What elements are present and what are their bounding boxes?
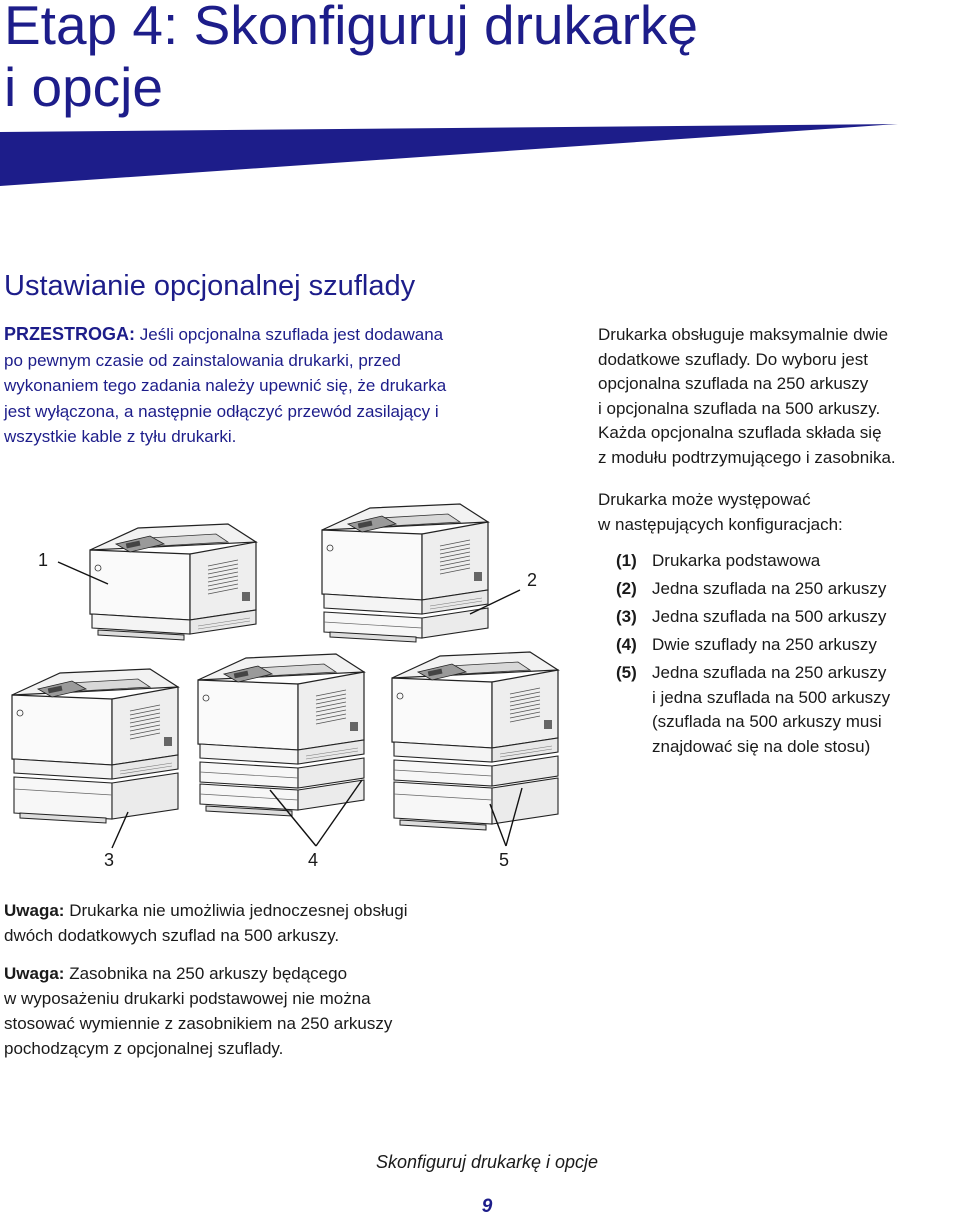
page-title-line-2: i opcje — [4, 56, 163, 118]
config-item-1 — [616, 549, 960, 574]
title-banner — [0, 124, 900, 186]
configs-intro: Drukarka może występować w następujących konfiguracjach: — [598, 490, 843, 534]
printer-config-5 — [392, 652, 558, 830]
caution-note — [4, 322, 464, 450]
config-item-number: (4) — [616, 635, 637, 654]
printer-configurations-figure — [0, 500, 560, 890]
page-title-line-1: Etap 4: Skonfiguruj drukarkę — [4, 0, 698, 56]
note-1 — [4, 898, 524, 948]
page-number: 9 — [481, 1196, 493, 1217]
printer-config-2 — [322, 504, 488, 642]
config-item-number: (3) — [616, 607, 637, 626]
section-title: Ustawianie opcjonalnej szuflady — [4, 270, 416, 302]
config-item-text: Jedna szuflada na 500 arkuszy — [652, 607, 887, 626]
printer-config-3 — [12, 669, 178, 823]
caution-text: Jeśli opcjonalna szuflada jest dodawana po pewnym czasie od zainstalowania drukarki, przed wykonaniem tego zadania należy upewnić się, że drukarka jest wyłączona, a następnie odłączyć przewód zasilający i wszystkie kable z tyłu drukarki. — [4, 325, 447, 446]
config-item-text: Jedna szuflada na 250 arkuszy i jedna szuflada na 500 arkuszy (szuflada na 500 arkuszy musi znajdować się na dole stosu) — [652, 663, 891, 756]
callout-label-5: 5 — [499, 850, 510, 870]
config-item-4 — [616, 633, 960, 658]
config-item-5 — [616, 661, 960, 759]
callout-label-3: 3 — [104, 850, 115, 870]
config-item-text: Drukarka podstawowa — [652, 551, 821, 570]
config-item-number: (2) — [616, 579, 637, 598]
callout-label-4: 4 — [308, 850, 319, 870]
note-label: Uwaga: — [4, 964, 65, 983]
config-item-3 — [616, 605, 960, 630]
note-label: Uwaga: — [4, 901, 65, 920]
config-item-number: (1) — [616, 551, 637, 570]
notes — [4, 898, 524, 1074]
note-2 — [4, 961, 524, 1061]
note-text: Drukarka nie umożliwia jednoczesnej obsługi dwóch dodatkowych szuflad na 500 arkuszy. — [4, 901, 408, 945]
config-item-2 — [616, 577, 960, 602]
config-item-text: Dwie szuflady na 250 arkuszy — [652, 635, 877, 654]
config-list — [616, 549, 960, 759]
footer-title: Skonfiguruj drukarkę i opcje — [375, 1152, 599, 1172]
callout-label-1: 1 — [38, 550, 49, 570]
config-item-text: Jedna szuflada na 250 arkuszy — [652, 579, 887, 598]
page-title — [4, 0, 934, 118]
printer-illustrations — [0, 500, 560, 890]
caution-label: PRZESTROGA: — [4, 324, 136, 344]
config-item-number: (5) — [616, 663, 637, 682]
tray-description — [598, 323, 960, 763]
callout-label-2: 2 — [527, 570, 538, 590]
printer-config-1 — [90, 524, 256, 640]
intro-paragraph: Drukarka obsługuje maksymalnie dwie dodatkowe szuflady. Do wyboru jest opcjonalna szuflada na 250 arkuszy i opcjonalna szuflada na 500 arkuszy. Każda opcjonalna szuflada składa się z modułu podtrzymującego i zasobnika. — [598, 325, 896, 467]
note-text: Zasobnika na 250 arkuszy będącego w wyposażeniu drukarki podstawowej nie można stosować wymiennie z zasobnikiem na 250 arkuszy pochodzącym z opcjonalnej szuflady. — [4, 964, 393, 1058]
printer-config-4 — [198, 654, 364, 816]
